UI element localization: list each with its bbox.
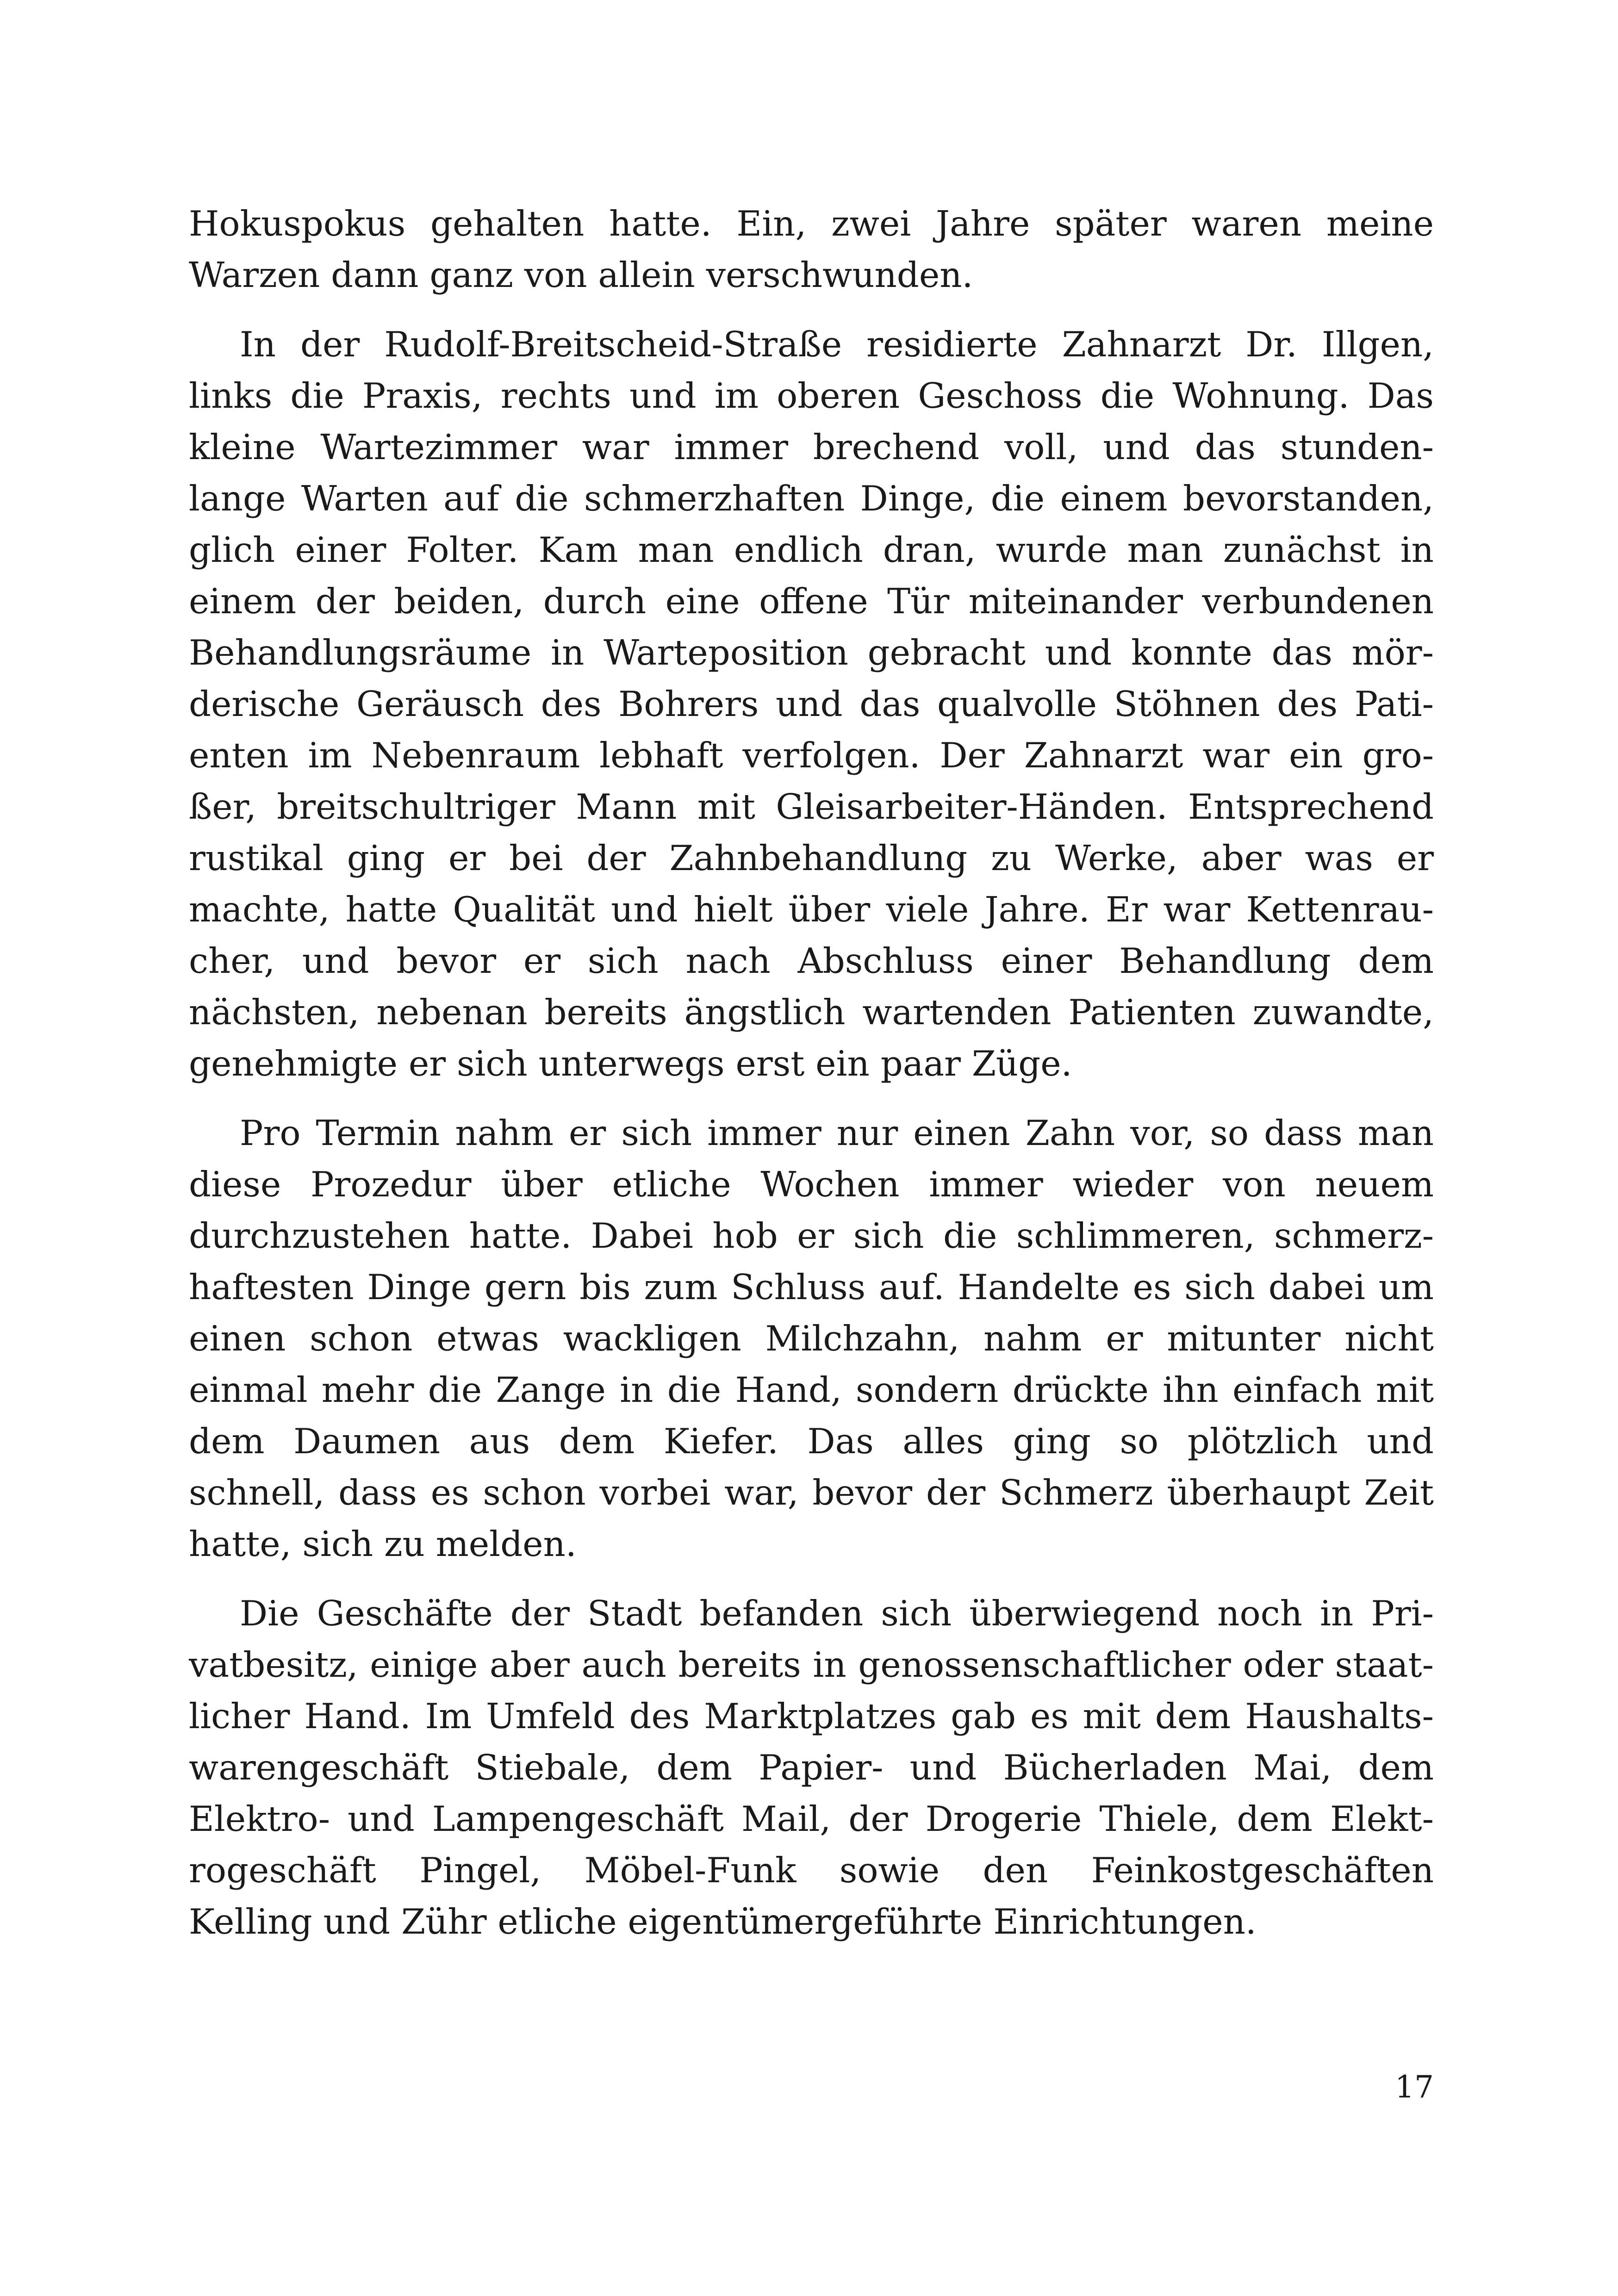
- text-line: durchzustehen hatte. Dabei hob er sich die schlimmeren, schmerz-: [189, 1215, 1434, 1256]
- text-line: glich einer Folter. Kam man endlich dran, wurde man zunächst in: [189, 529, 1434, 570]
- text-line: Pro Termin nahm er sich immer nur einen Zahn vor, so dass man: [240, 1113, 1434, 1153]
- text-line: machte, hatte Qualität und hielt über viele Jahre. Er war Kettenrau-: [189, 889, 1434, 930]
- text-line: licher Hand. Im Umfeld des Marktplatzes gab es mit dem Haushalts-: [189, 1696, 1434, 1736]
- text-line: warengeschäft Stiebale, dem Papier- und Bücherladen Mai, dem: [189, 1747, 1434, 1788]
- text-line: genehmigte er sich unterwegs erst ein paar Züge.: [189, 1043, 1072, 1084]
- text-line: haftesten Dinge gern bis zum Schluss auf. Handelte es sich dabei um: [189, 1267, 1434, 1307]
- text-line: lange Warten auf die schmerzhaften Dinge, die einem bevorstanden,: [189, 478, 1434, 519]
- text-line: nächsten, nebenan bereits ängstlich wartenden Patienten zuwandte,: [189, 992, 1434, 1033]
- text-line: Hokuspokus gehalten hatte. Ein, zwei Jahre später waren meine: [189, 203, 1434, 244]
- text-line: Behandlungsräume in Warteposition gebracht und konnte das mör-: [189, 632, 1434, 673]
- paragraph-gap: [189, 1570, 1434, 1588]
- text-line: diese Prozedur über etliche Wochen immer wieder von neuem: [189, 1164, 1434, 1205]
- text-line: ßer, breitschultriger Mann mit Gleisarbeiter-Händen. Entsprechend: [189, 786, 1434, 827]
- text-line: In der Rudolf-Breitscheid-Straße residierte Zahnarzt Dr. Illgen,: [240, 324, 1434, 365]
- text-line: vatbesitz, einige aber auch bereits in genossenschaftlicher oder staat-: [189, 1644, 1434, 1685]
- paragraph-gap: [189, 301, 1434, 319]
- text-line: cher, und bevor er sich nach Abschluss einer Behandlung dem: [189, 940, 1434, 981]
- text-line: rogeschäft Pingel, Möbel-Funk sowie den Feinkostgeschäften: [189, 1850, 1434, 1891]
- text-line: einmal mehr die Zange in die Hand, sondern drückte ihn einfach mit: [189, 1369, 1434, 1410]
- text-line: enten im Nebenraum lebhaft verfolgen. Der Zahnarzt war ein gro-: [189, 735, 1434, 776]
- body-text: [189, 198, 1434, 1948]
- text-line: schnell, dass es schon vorbei war, bevor der Schmerz überhaupt Zeit: [189, 1472, 1434, 1513]
- text-line: Warzen dann ganz von allein verschwunden.: [189, 255, 973, 295]
- text-line: Die Geschäfte der Stadt befanden sich überwiegend noch in Pri-: [240, 1593, 1434, 1634]
- text-line: rustikal ging er bei der Zahnbehandlung zu Werke, aber was er: [189, 838, 1434, 878]
- text-line: einem der beiden, durch eine offene Tür miteinander verbundenen: [189, 581, 1434, 622]
- text-line: einen schon etwas wackligen Milchzahn, nahm er mitunter nicht: [189, 1318, 1434, 1359]
- text-line: Kelling und Zühr etliche eigentümergeführte Einrichtungen.: [189, 1901, 1257, 1942]
- paragraph-gap: [189, 1089, 1434, 1108]
- text-line: links die Praxis, rechts und im oberen Geschoss die Wohnung. Das: [189, 375, 1434, 416]
- text-line: derische Geräusch des Bohrers und das qualvolle Stöhnen des Pati-: [189, 684, 1434, 724]
- text-line: hatte, sich zu melden.: [189, 1524, 577, 1564]
- text-line: Elektro- und Lampengeschäft Mail, der Drogerie Thiele, dem Elekt-: [189, 1798, 1434, 1839]
- text-line: kleine Wartezimmer war immer brechend voll, und das stunden-: [189, 427, 1434, 467]
- page-number: 17: [1395, 2069, 1434, 2105]
- text-line: dem Daumen aus dem Kiefer. Das alles ging so plötzlich und: [189, 1421, 1434, 1462]
